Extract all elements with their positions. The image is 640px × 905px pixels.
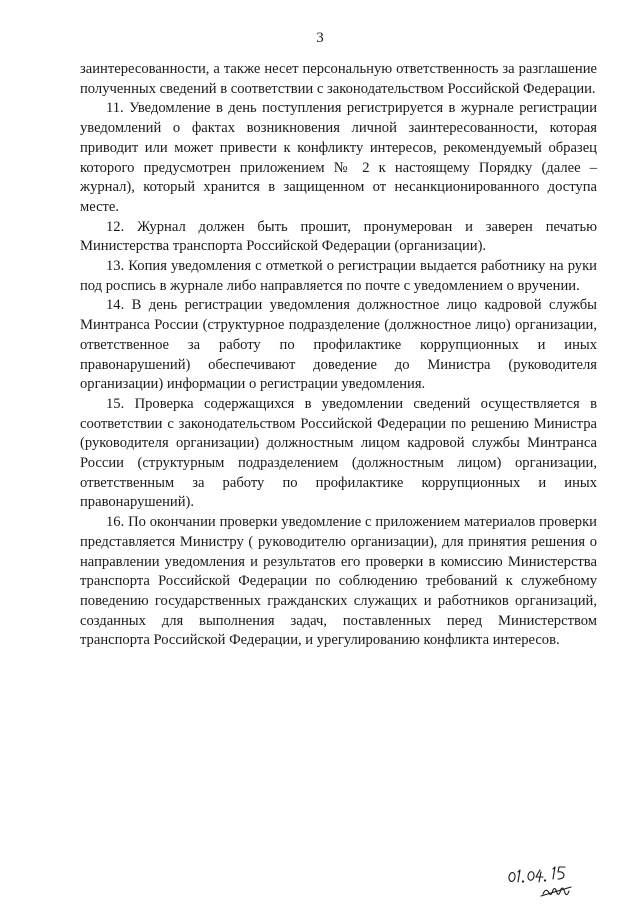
paragraph-12: 12. Журнал должен быть прошит, пронумерован и заверен печатью Министерства транспорта Российской Федерации (организации). (80, 218, 597, 255)
paragraph-11: 11. Уведомление в день поступления регистрируется в журнале регистрации уведомлений о фактах возникновения личной заинтересованности, которая приводит или может привести к конфликту интересов, рекомендуемый образец которого предусмотрен приложением № 2 к настоящему Порядку (далее – журнал), который хранится в защищенном от несанкционированного доступа месте. (80, 100, 597, 215)
paragraph-15: 15. Проверка содержащихся в уведомлении сведений осуществляется в соответствии с законодательством Российской Федерации по решению Министра (руководителя организации) должностным лицом кадровой службы Минтранса России (структурным подразделением (должностным лицом) организации, ответственным за работу по профилактике коррупционных и иных правонарушений). (80, 395, 597, 511)
paragraph-16: 16. По окончании проверки уведомление с приложением материалов проверки представляется Министру ( руководителю организации), для принятия решения о направлении уведомления и результатов его проверки в комиссию Министерства транспорта Российской Федерации по соблюдению требований к служебному поведению государственных гражданских служащих и работников организаций, созданных для выполнения задач, поставленных перед Министерством транспорта Российской Федерации, и урегулированию конфликта интересов. (80, 514, 597, 649)
handwritten-date-signature (505, 862, 595, 902)
paragraph-14: 14. В день регистрации уведомления должностное лицо кадровой службы Минтранса России (структурное подразделение (должностное лицо) организации, ответственное за работу по профилактике коррупционных и иных правонарушений) обеспечивают доведение до Министра (руководителя организации) информации о регистрации уведомления. (80, 297, 597, 393)
handwritten-signature-image (505, 862, 595, 902)
page-number: 3 (316, 30, 324, 46)
document-body (80, 60, 597, 651)
paragraph-13: 13. Копия уведомления с отметкой о регистрации выдается работнику на руки под роспись в журнале либо направляется по почте с уведомлением о вручении. (80, 258, 597, 294)
paragraph-continuation: заинтересованности, а также несет персональную ответственность за разглашение полученных сведений в соответствии с законодательством Российской Федерации. (80, 61, 597, 97)
